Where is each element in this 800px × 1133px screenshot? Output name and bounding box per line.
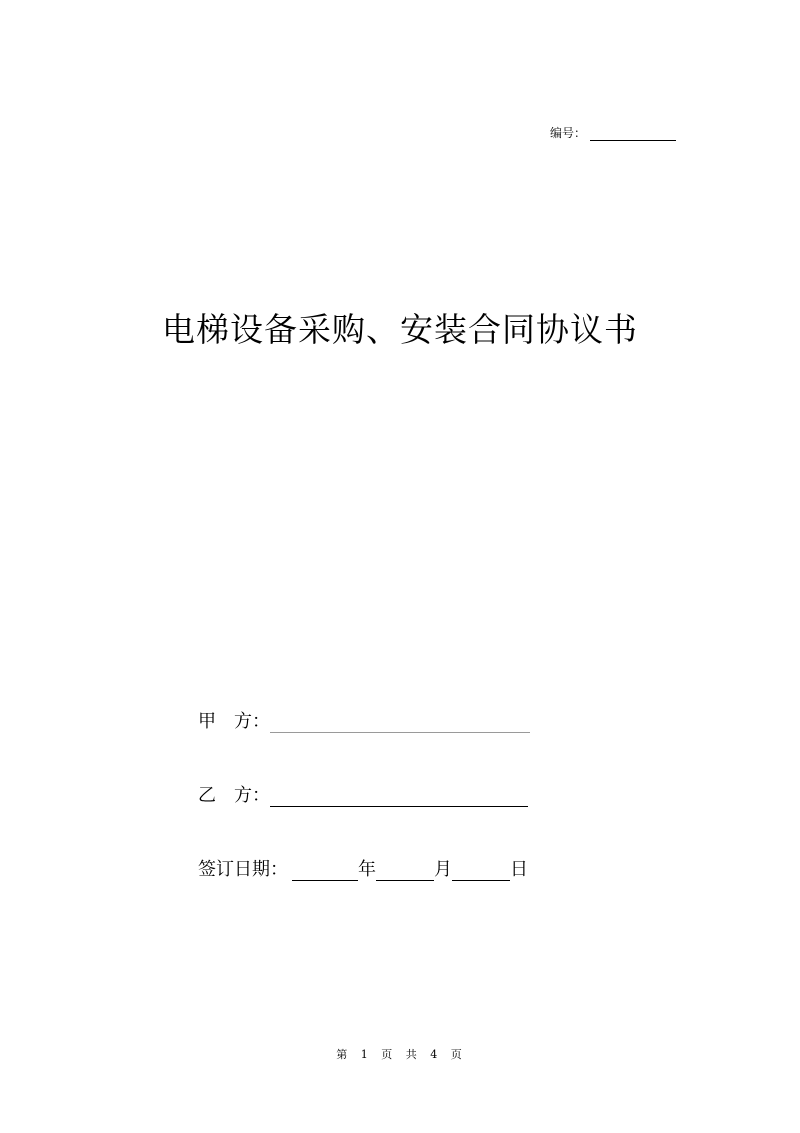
page-footer <box>0 1046 800 1062</box>
year-blank[interactable] <box>292 860 358 881</box>
footer-total-suffix: 页 <box>450 1048 464 1061</box>
year-unit: 年 <box>358 859 376 880</box>
party-b-label: 乙 方： <box>198 785 270 806</box>
serial-number-label: 编号： <box>550 126 587 140</box>
month-unit: 月 <box>434 859 452 880</box>
party-a-label: 甲 方： <box>198 711 270 732</box>
party-b-blank[interactable] <box>270 786 528 807</box>
footer-page-word: 页 <box>381 1048 395 1061</box>
document-title: 电梯设备采购、安装合同协议书 <box>162 310 638 349</box>
footer-current-page: 1 <box>360 1048 370 1061</box>
sign-date-label: 签订日期： <box>198 859 288 880</box>
footer-total-pages: 4 <box>430 1048 440 1061</box>
day-blank[interactable] <box>452 860 510 881</box>
day-unit: 日 <box>510 859 528 880</box>
footer-total-prefix: 共 <box>405 1048 419 1061</box>
footer-prefix: 第 <box>336 1048 350 1061</box>
month-blank[interactable] <box>376 860 434 881</box>
party-b-field <box>198 781 528 807</box>
serial-number-field <box>550 123 676 141</box>
party-a-field <box>198 707 530 733</box>
serial-number-blank[interactable] <box>590 126 676 141</box>
sign-date-field <box>198 855 528 881</box>
party-a-blank[interactable] <box>270 712 530 733</box>
